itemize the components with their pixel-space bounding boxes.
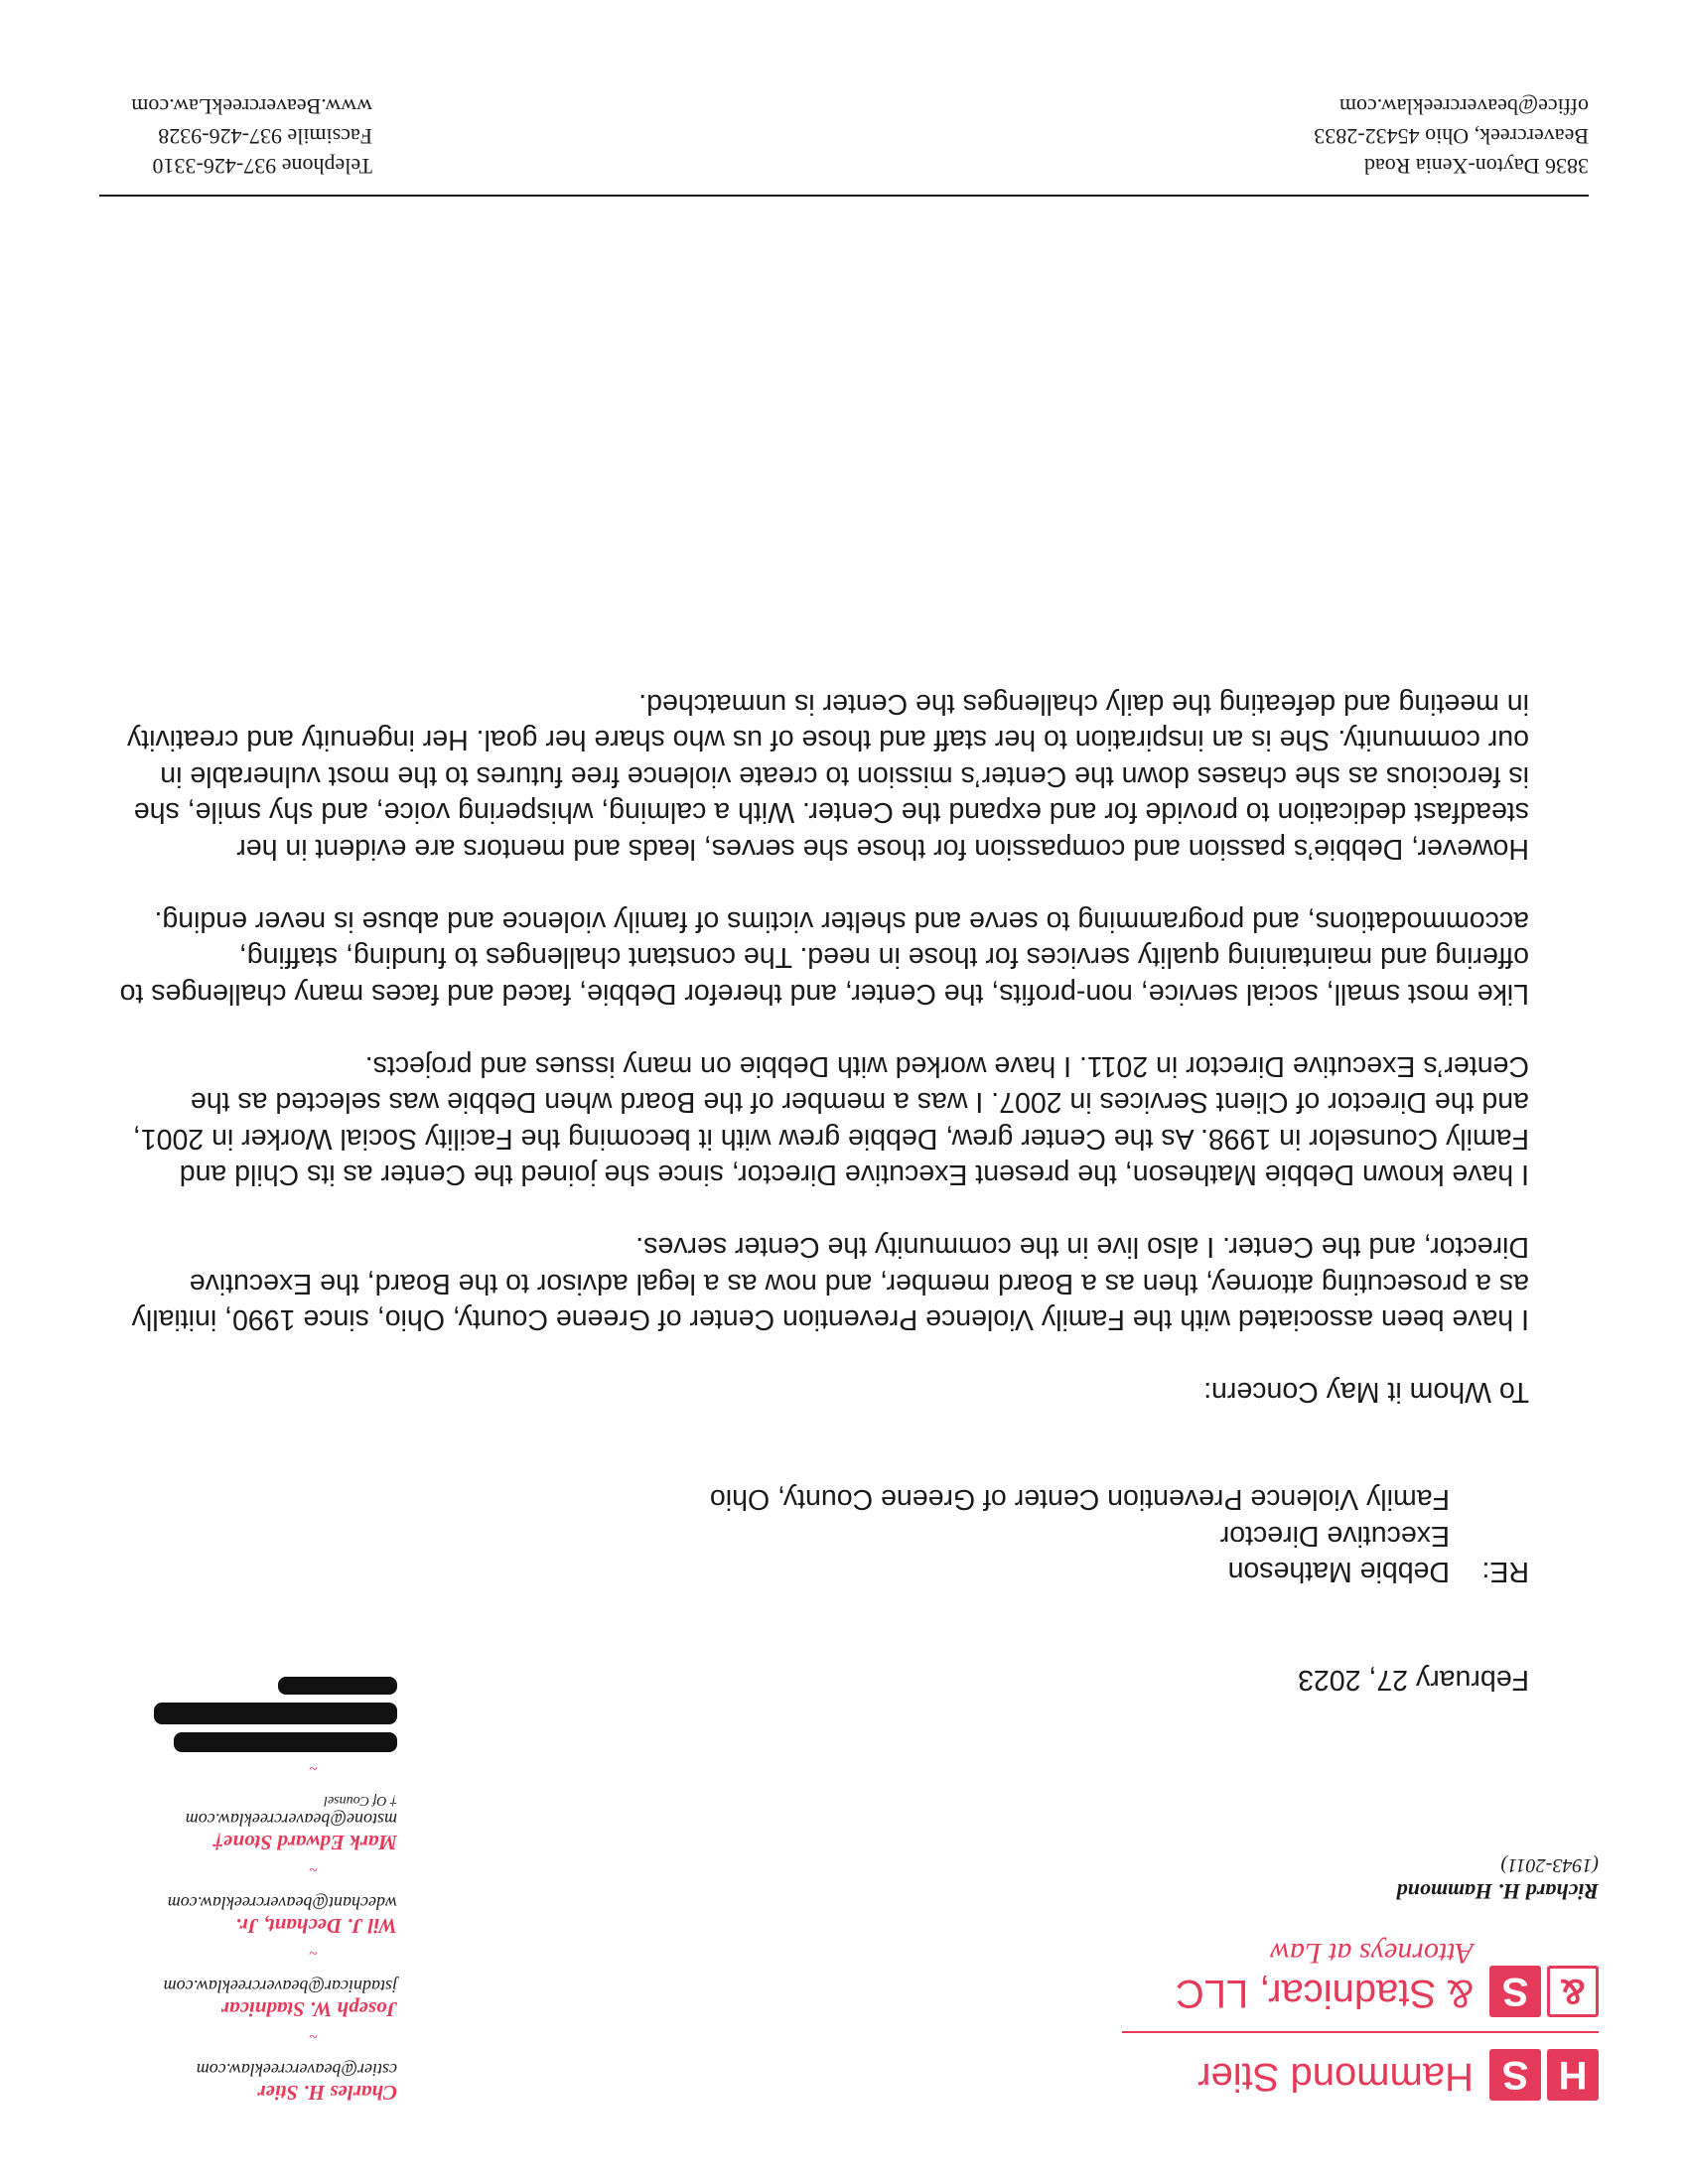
body-paragraph: I have known Debbie Matheson, the present Executive Director, since she joined the Center as its Child and Family Counselor in 1998. As the Center grew, Debbie grew with it becoming the Facility Social Worker in 2001, and the Director of Client Services in 2007. I was a member of the Board when Debbie was selected as the Center’s Executive Director in 2011. I have worked with Debbie on many issues and projects. bbox=[132, 1050, 1529, 1191]
attorney-email: mstone@beavercreeklaw.com bbox=[185, 1810, 397, 1830]
re-line: Executive Director bbox=[1219, 1520, 1450, 1552]
body-paragraph: However, Debbie’s passion and compassion for those she serves, leads and mentors are evident in her steadfast dedication to provide for and expand the Center. With a calming, whispering voice, and shy smile, she is ferocious as she chases down the Center’s mission to create violence free futures to the most vulnerable in our community. She is an inspiration to her staff and those of us who share her goal. Her ingenuity and creativity in meeting and defeating the daily challenges the Center is unmatched. bbox=[126, 688, 1529, 865]
attorney-entry bbox=[60, 1976, 397, 2021]
attorney-email: cstier@beavercreeklaw.com bbox=[196, 2060, 397, 2080]
re-lines bbox=[710, 1481, 1450, 1590]
separator-tilde: ~ bbox=[309, 1759, 318, 1776]
attorney-name: Charles H. Stier bbox=[257, 2081, 397, 2105]
footer-address-line: 3836 Dayton-Xenia Road bbox=[1363, 154, 1589, 179]
separator-tilde: ~ bbox=[309, 2027, 318, 2044]
footer-address-line: Beavercreek, Ohio 45432-2833 bbox=[1314, 124, 1589, 149]
attorney-name: Mark Edward Stone† bbox=[212, 1831, 397, 1854]
attorney-entry bbox=[60, 1892, 397, 1938]
letter-date: February 27, 2023 bbox=[1298, 1664, 1529, 1696]
founder-name: Richard H. Hammond bbox=[1396, 1879, 1599, 1904]
re-line: Family Violence Prevention Center of Greene County, Ohio bbox=[709, 1483, 1450, 1516]
logo-tile-h: H bbox=[1547, 2049, 1599, 2101]
separator-tilde: ~ bbox=[309, 1860, 318, 1877]
attorney-entry bbox=[60, 2059, 397, 2105]
attorney-email: wdechant@beavercreeklaw.com bbox=[167, 1893, 397, 1913]
letter-body bbox=[119, 649, 1529, 1698]
firm-name-line-1: Hammond Stier bbox=[1197, 2055, 1474, 2099]
founder-years: (1943-2011) bbox=[1500, 1854, 1599, 1876]
footer-email: office@beavercreeklaw.com bbox=[1338, 94, 1589, 119]
attorney-note: † Of Counsel bbox=[324, 1793, 397, 1808]
re-line: Debbie Matheson bbox=[1227, 1556, 1450, 1588]
footer-address bbox=[1314, 91, 1589, 181]
logo-divider bbox=[1122, 2031, 1599, 2033]
footer-contact bbox=[131, 91, 372, 181]
body-paragraph: Like most small, social service, non-profits, the Center, and therefor Debbie, faced and faces many challenges to offering and maintaining quality services for those in need. The constant challenges to funding, staffing, accommodations, and programming to serve and shelter victims of family violence and abuse is never ending. bbox=[119, 905, 1529, 1010]
body-paragraph: I have been associated with the Family Violence Prevention Center of Greene County, Ohio, since 1990, initially as a prosecuting attorney, then as a Board member, and now as a legal advisor to the Board, the Executive Director, and the Center. I also live in the community the Center serves. bbox=[131, 1231, 1529, 1336]
firm-logo bbox=[1043, 1934, 1599, 2103]
salutation: To Whom it May Concern: bbox=[1203, 1376, 1529, 1408]
attorney-email: jstadnicar@beavercreeklaw.com bbox=[163, 1977, 397, 1996]
footer-website: www.BeavercreekLaw.com bbox=[131, 94, 372, 119]
firm-name-line-2: & Stadnicar, LLC bbox=[1175, 1972, 1474, 2015]
re-block bbox=[119, 1481, 1529, 1590]
footer-divider bbox=[99, 195, 1589, 197]
logo-tile-ampersand: & bbox=[1547, 1966, 1599, 2017]
footer-telephone: Telephone 937-426-3310 bbox=[152, 154, 372, 179]
attorney-name: Joseph W. Stadnicar bbox=[220, 1997, 397, 2021]
re-label: RE: bbox=[1481, 1556, 1529, 1588]
logo-tile-s-second: S bbox=[1489, 1966, 1541, 2017]
separator-tilde: ~ bbox=[309, 1944, 318, 1961]
attorney-name: Wil J. Dechant, Jr. bbox=[235, 1914, 397, 1938]
redaction-bar bbox=[154, 1703, 397, 1724]
firm-tagline: Attorneys at Law bbox=[1269, 1937, 1474, 1970]
founder-block bbox=[1396, 1852, 1599, 1904]
attorney-entry bbox=[60, 1791, 397, 1854]
redaction-bar bbox=[174, 1732, 397, 1752]
footer-facsimile: Facsimile 937-426-9328 bbox=[158, 124, 372, 149]
logo-tile-s: S bbox=[1489, 2049, 1541, 2101]
attorney-list bbox=[60, 1753, 397, 2105]
